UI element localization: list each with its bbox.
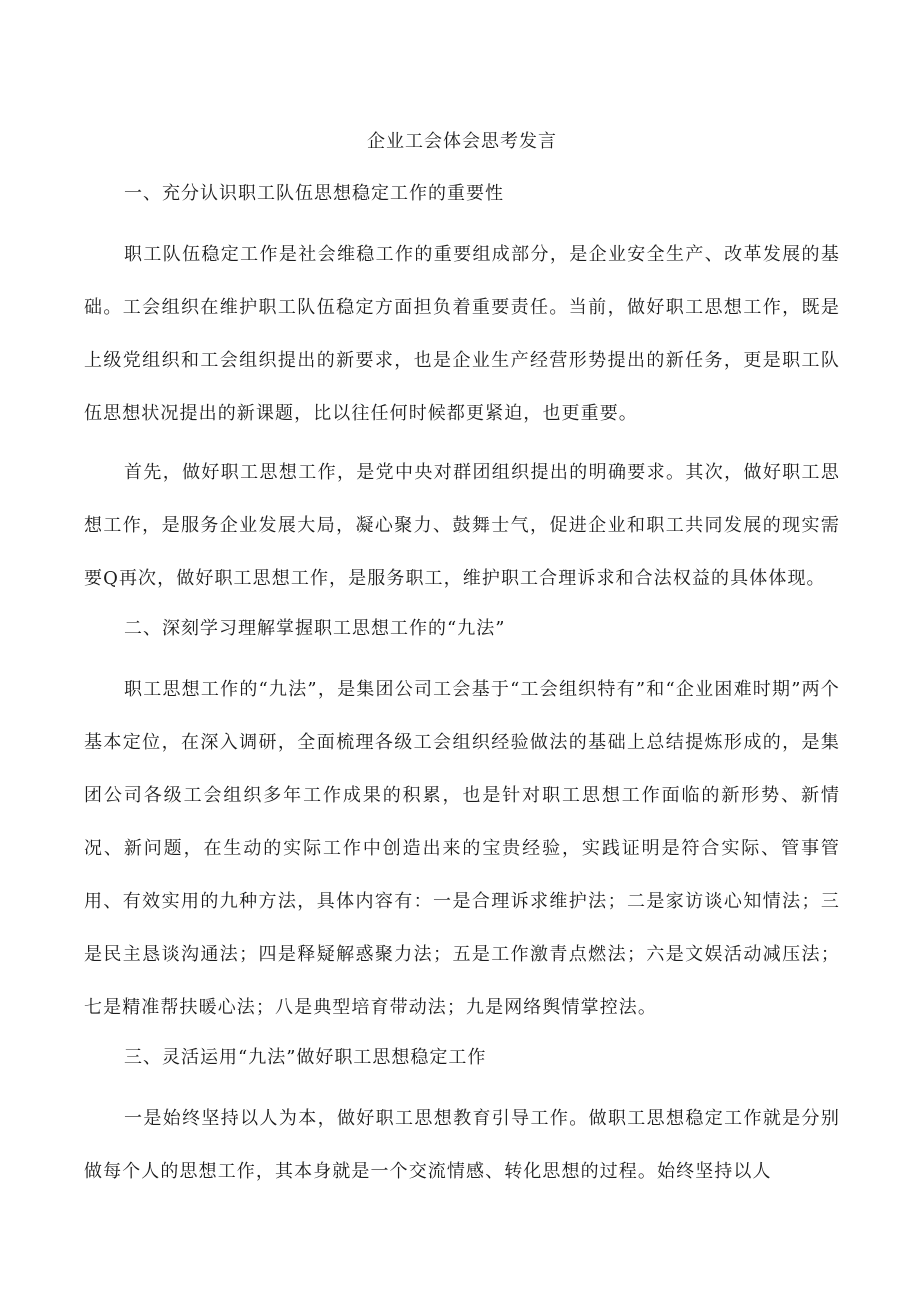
paragraph-1: 职工队伍稳定工作是社会维稳工作的重要组成部分，是企业安全生产、改革发展的基础。工会组织在维护职工队伍稳定方面担负着重要责任。当前，做好职工思想工作，既是上级党组织和工会组织提出的新要求，也是企业生产经营形势提出的新任务，更是职工队伍思想状况提出的新课题，比以往任何时候都更紧迫，也更重要。 bbox=[84, 244, 840, 424]
document-title: 企业工会体会思考发言 bbox=[367, 131, 557, 152]
section-heading-2: 二、深刻学习理解掌握职工思想工作的“九法” bbox=[124, 618, 506, 639]
section-heading-1: 一、充分认识职工队伍思想稳定工作的重要性 bbox=[124, 183, 504, 204]
paragraph-3: 职工思想工作的“九法”，是集团公司工会基于“工会组织特有”和“企业困难时期”两个基本定位，在深入调研，全面梳理各级工会组织经验做法的基础上总结提炼形成的，是集团公司各级工会组织多年工作成果的积累，也是针对职工思想工作面临的新形势、新情况、新问题，在生动的实际工作中创造出来的宝贵经验，实践证明是符合实际、管事管用、有效实用的九种方法，具体内容有：一是合理诉求维护法；二是家访谈心知情法；三是民主恳谈沟通法；四是释疑解惑聚力法；五是工作激青点燃法；六是文娱活动减压法；七是精准帮扶暖心法；八是典型培育带动法；九是网络舆情掌控法。 bbox=[84, 679, 840, 1018]
section-heading-3: 三、灵活运用“九法”做好职工思想稳定工作 bbox=[124, 1047, 487, 1068]
paragraph-4: 一是始终坚持以人为本，做好职工思想教育引导工作。做职工思想稳定工作就是分别做每个人的思想工作，其本身就是一个交流情感、转化思想的过程。始终坚持以人 bbox=[84, 1108, 840, 1182]
paragraph-2: 首先，做好职工思想工作，是党中央对群团组织提出的明确要求。其次，做好职工思想工作，是服务企业发展大局，凝心聚力、鼓舞士气，促进企业和职工共同发展的现实需要Q再次，做好职工思想工作，是服务职工，维护职工合理诉求和合法权益的具体体现。 bbox=[84, 462, 840, 589]
